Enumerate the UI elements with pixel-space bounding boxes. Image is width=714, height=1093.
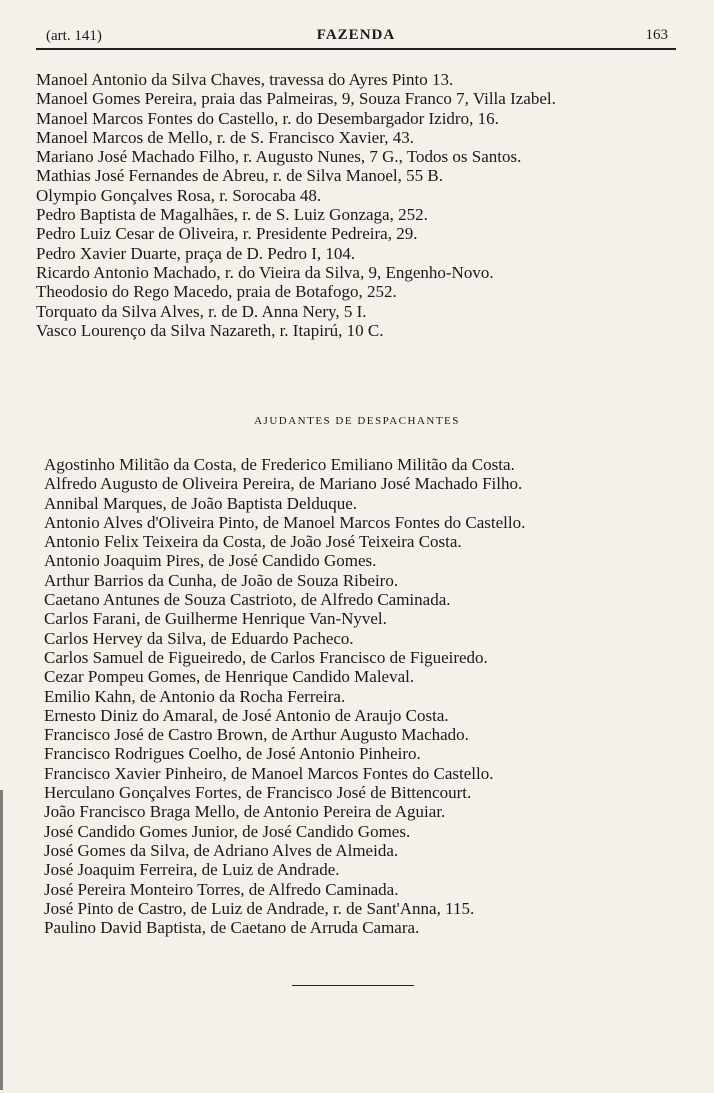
list-entry: Ricardo Antonio Machado, r. do Vieira da Silva, 9, Engenho-Novo. (36, 262, 494, 282)
list-entry: Francisco Xavier Pinheiro, de Manoel Marcos Fontes do Castello. (44, 763, 494, 783)
list-entry: Caetano Antunes de Souza Castrioto, de Alfredo Caminada. (44, 590, 451, 610)
list-entry: Antonio Joaquim Pires, de José Candido Gomes. (44, 551, 377, 571)
list-entry: João Francisco Braga Mello, de Antonio Pereira de Aguiar. (44, 802, 446, 822)
list-entry: Carlos Hervey da Silva, de Eduardo Pacheco. (44, 628, 354, 648)
list-entry: Pedro Luiz Cesar de Oliveira, r. Presidente Pedreira, 29. (36, 224, 418, 244)
page-header (36, 26, 676, 50)
list-entry: Antonio Alves d'Oliveira Pinto, de Manoel Marcos Fontes do Castello. (44, 512, 526, 532)
list-entry: Mariano José Machado Filho, r. Augusto Nunes, 7 G., Todos os Santos. (36, 147, 522, 167)
ajudantes-list (44, 455, 684, 937)
list-entry: Emilio Kahn, de Antonio da Rocha Ferreira. (44, 686, 346, 706)
list-entry: Antonio Felix Teixeira da Costa, de João José Teixeira Costa. (44, 532, 462, 552)
list-entry: Mathias José Fernandes de Abreu, r. de Silva Manoel, 55 B. (36, 166, 443, 186)
list-entry: José Pinto de Castro, de Luiz de Andrade, r. de Sant'Anna, 115. (44, 898, 475, 918)
list-entry: Pedro Xavier Duarte, praça de D. Pedro I, 104. (36, 243, 356, 263)
page-number: 163 (645, 27, 668, 43)
list-entry: Pedro Baptista de Magalhães, r. de S. Luiz Gonzaga, 252. (36, 205, 428, 225)
closing-rule (292, 985, 414, 986)
list-entry: Torquato da Silva Alves, r. de D. Anna Nery, 5 I. (36, 301, 367, 321)
section-title: AJUDANTES DE DESPACHANTES (254, 415, 460, 427)
list-entry: José Candido Gomes Junior, de José Candido Gomes. (44, 821, 411, 841)
list-entry: Francisco Rodrigues Coelho, de José Antonio Pinheiro. (44, 744, 421, 764)
list-entry: Theodosio do Rego Macedo, praia de Botafogo, 252. (36, 282, 397, 302)
list-entry: Manoel Marcos de Mello, r. de S. Francisco Xavier, 43. (36, 127, 414, 147)
list-entry: Francisco José de Castro Brown, de Arthur Augusto Machado. (44, 725, 469, 745)
page-edge-mark (0, 790, 21, 1090)
list-entry: Herculano Gonçalves Fortes, de Francisco José de Bittencourt. (44, 783, 472, 803)
list-entry: Paulino David Baptista, de Caetano de Arruda Camara. (44, 918, 420, 938)
list-entry: José Pereira Monteiro Torres, de Alfredo Caminada. (44, 879, 399, 899)
list-entry: Manoel Marcos Fontes do Castello, r. do Desembargador Izidro, 16. (36, 108, 499, 128)
list-entry: Olympio Gonçalves Rosa, r. Sorocaba 48. (36, 185, 322, 205)
list-entry: Manoel Antonio da Silva Chaves, travessa do Ayres Pinto 13. (36, 70, 454, 89)
list-entry: Alfredo Augusto de Oliveira Pereira, de Mariano José Machado Filho. (44, 474, 523, 494)
list-entry: Manoel Gomes Pereira, praia das Palmeiras, 9, Souza Franco 7, Villa Izabel. (36, 89, 556, 109)
list-entry: Annibal Marques, de João Baptista Delduque. (44, 493, 358, 513)
list-entry: Cezar Pompeu Gomes, de Henrique Candido Maleval. (44, 667, 415, 687)
list-entry: Ernesto Diniz do Amaral, de José Antonio de Araujo Costa. (44, 705, 449, 725)
page-title: FAZENDA (316, 27, 396, 43)
despachantes-list (36, 70, 676, 340)
list-entry: Agostinho Militão da Costa, de Frederico Emiliano Militão da Costa. (44, 455, 515, 474)
list-entry: Vasco Lourenço da Silva Nazareth, r. Itapirú, 10 C. (36, 320, 384, 340)
list-entry: José Gomes da Silva, de Adriano Alves de Almeida. (44, 840, 399, 860)
list-entry: José Joaquim Ferreira, de Luiz de Andrade. (44, 860, 340, 880)
list-entry: Carlos Farani, de Guilherme Henrique Van-Nyvel. (44, 609, 387, 629)
list-entry: Arthur Barrios da Cunha, de João de Souza Ribeiro. (44, 570, 399, 590)
article-reference: (art. 141) (46, 28, 102, 44)
list-entry: Carlos Samuel de Figueiredo, de Carlos Francisco de Figueiredo. (44, 647, 488, 667)
